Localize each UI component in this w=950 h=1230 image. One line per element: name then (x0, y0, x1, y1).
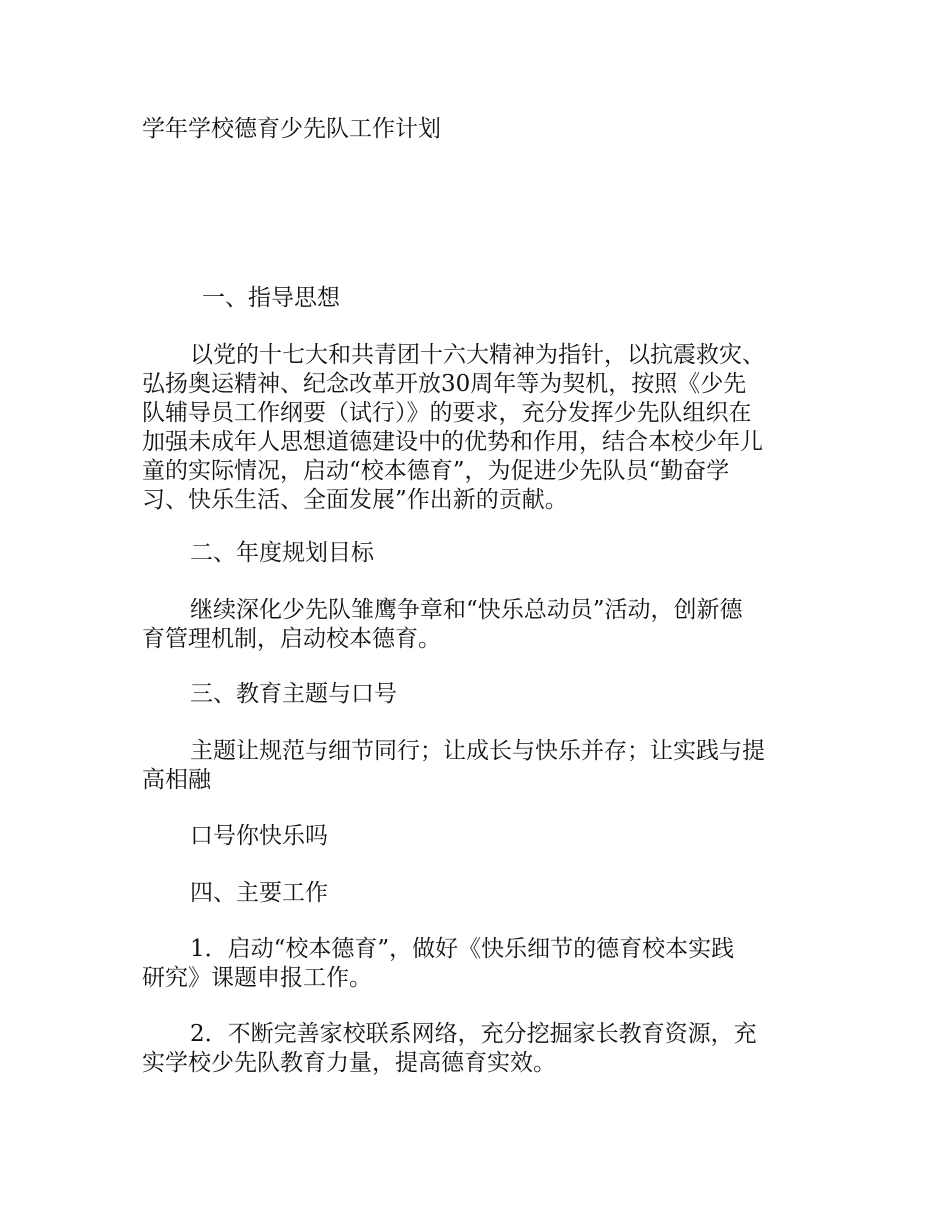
paragraph-line: 习、快乐生活、全面发展”作出新的贡献。 (142, 487, 568, 513)
paragraph-line: 实学校少先队教育力量，提高德育实效。 (142, 1050, 556, 1076)
paragraph-line: 育管理机制，启动校本德育。 (142, 626, 441, 652)
section1-paragraph (142, 341, 814, 515)
paragraph-line: 童的实际情况，启动“校本德育”，为促进少先队员“勤奋学 (142, 458, 730, 484)
paragraph-line: 高相融 (142, 767, 211, 793)
work-item-1 (142, 935, 814, 993)
paragraph-line: 2．不断完善家校联系网络，充分挖掘家长教育资源，充 (190, 1021, 757, 1047)
paragraph-line: 研究》课题申报工作。 (142, 965, 372, 991)
paragraph-line: 1．启动“校本德育”，做好《快乐细节的德育校本实践 (190, 936, 735, 962)
paragraph-line: 以党的十七大和共青团十六大精神为指针，以抗震救灾、 (190, 342, 765, 368)
section4-heading: 四、主要工作 (190, 880, 328, 906)
work-item-2 (142, 1020, 814, 1078)
theme-paragraph (142, 737, 814, 795)
paragraph-line: 加强未成年人思想道德建设中的优势和作用，结合本校少年儿 (142, 429, 763, 455)
paragraph-line: 主题让规范与细节同行；让成长与快乐并存；让实践与提 (190, 738, 765, 764)
section2-paragraph (142, 596, 814, 654)
section3-heading: 三、教育主题与口号 (190, 681, 397, 707)
slogan-paragraph: 口号你快乐吗 (190, 823, 328, 849)
section2-heading: 二、年度规划目标 (190, 540, 374, 566)
document-title: 学年学校德育少先队工作计划 (142, 116, 441, 142)
paragraph-line: 继续深化少先队雏鹰争章和“快乐总动员”活动，创新德 (190, 597, 743, 623)
section1-heading: 一、指导思想 (202, 285, 340, 311)
paragraph-line: 队辅导员工作纲要（试行）》的要求，充分发挥少先队组织在 (142, 400, 752, 426)
paragraph-line: 弘扬奥运精神、纪念改革开放30周年等为契机，按照《少先 (142, 371, 747, 397)
